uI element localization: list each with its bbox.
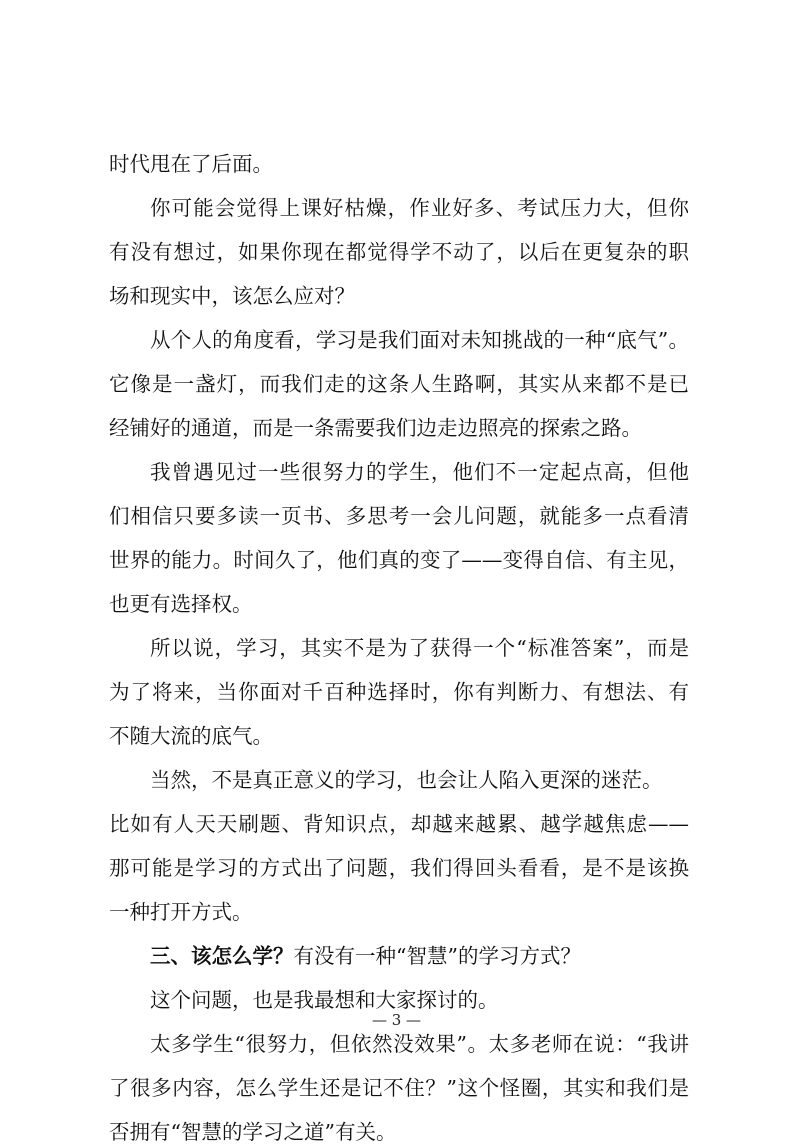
text-line: 这个问题，也是我最想和大家探讨的。 xyxy=(150,988,499,1012)
text-line: 场和现实中，该怎么应对？ xyxy=(109,284,355,308)
text-line: 了很多内容，怎么学生还是记不住？”这个怪圈，其实和我们是 xyxy=(109,1076,689,1100)
section-heading xyxy=(150,942,689,970)
text-line: 时代甩在了后面。 xyxy=(109,152,273,176)
section-heading-question: 有没有一种“智慧”的学习方式？ xyxy=(293,944,581,968)
text-line: 太多学生“很努力，但依然没效果”。太多老师在说：“我讲 xyxy=(150,1032,689,1056)
text-line: 你可能会觉得上课好枯燥，作业好多、考试压力大，但你 xyxy=(150,196,689,220)
section-heading-title: 三、该怎么学？ xyxy=(150,944,294,968)
text-line: 为了将来，当你面对千百种选择时，你有判断力、有想法、有 xyxy=(109,680,689,704)
text-line: 从个人的角度看，学习是我们面对未知挑战的一种“底气”。 xyxy=(150,328,689,352)
text-line: 我曾遇见过一些很努力的学生，他们不一定起点高，但他 xyxy=(150,460,689,484)
text-line: 世界的能力。时间久了，他们真的变了——变得自信、有主见， xyxy=(109,548,689,572)
text-line: 否拥有“智慧的学习之道”有关。 xyxy=(109,1120,397,1144)
page-number: — 3 — xyxy=(371,1011,422,1029)
text-line: 经铺好的通道，而是一条需要我们边走边照亮的探索之路。 xyxy=(109,416,642,440)
text-line: 一种打开方式。 xyxy=(109,900,253,924)
text-line: 当然，不是真正意义的学习，也会让人陷入更深的迷茫。 xyxy=(150,768,663,792)
text-line: 有没有想过，如果你现在都觉得学不动了，以后在更复杂的职 xyxy=(109,240,689,264)
text-line: 不随大流的底气。 xyxy=(109,724,273,748)
text-line: 那可能是学习的方式出了问题，我们得回头看看，是不是该换 xyxy=(109,856,689,880)
text-line: 也更有选择权。 xyxy=(109,592,253,616)
text-line: 它像是一盏灯，而我们走的这条人生路啊，其实从来都不是已 xyxy=(109,372,689,396)
text-line: 们相信只要多读一页书、多思考一会儿问题，就能多一点看清 xyxy=(109,504,689,528)
text-line: 所以说，学习，其实不是为了获得一个“标准答案”，而是 xyxy=(150,636,689,660)
text-line: 比如有人天天刷题、背知识点，却越来越累、越学越焦虑—— xyxy=(109,812,689,836)
